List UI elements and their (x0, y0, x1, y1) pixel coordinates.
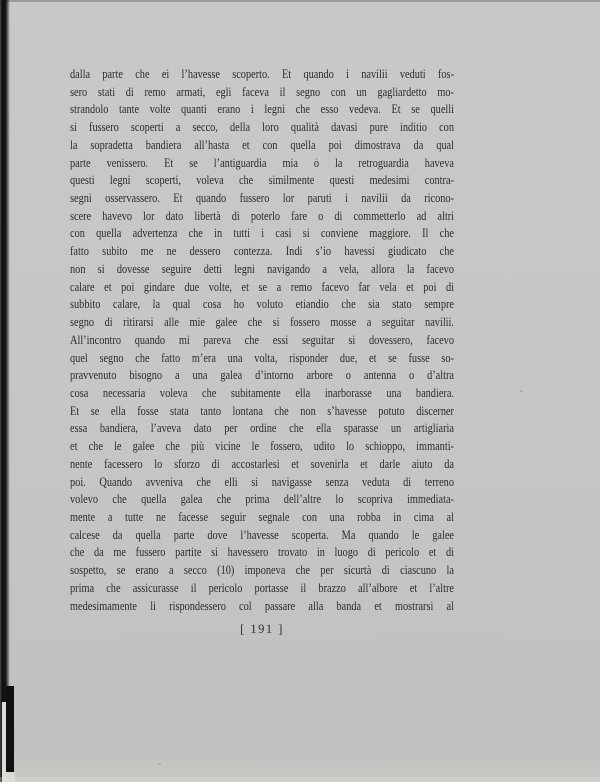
text-line: calcese da quella parte dove l’havesse scoperta. Ma quando le galee (70, 527, 454, 542)
text-line: segno di ritirarsi alle mie galee che si fossero mosse a seguitar navilii. (70, 315, 454, 330)
text-line: quel segno che fatto m’era una volta, risponder due, et se fusse so- (70, 350, 454, 365)
text-line: segni osservassero. Et quando fussero lor paruti i navilii da ricono- (70, 191, 454, 206)
text-line: non si dovesse seguire detti legni navigando a vela, allora la facevo (70, 261, 454, 276)
text-line: strandolo tante volte quanti erano i legni che esso vedeva. Et se quelli (70, 102, 454, 117)
text-line: sospetto, se erano a secco (10) imponeva che per sicurtà di ciascuno la (70, 563, 454, 578)
text-line: che da me fussero partite si havessero trovato in luogo di pericolo et di (70, 545, 454, 560)
text-line: volevo che quella galea che prima dell’altre lo scopriva immediata- (70, 492, 454, 507)
text-line: calare et poi gindare due volte, et se a remo facevo far vela et poi di (70, 279, 454, 294)
text-line: pravvenuto bisogno a una galea d’intorno arbore o antenna o d’altra (70, 368, 454, 383)
text-line: et che le galee che più vicine le fossero, udito lo schioppo, immanti- (70, 439, 454, 454)
text-line: poi. Quando avveniva che elli si navigasse senza veduta di terreno (70, 474, 454, 489)
text-line: sero stati di remo armati, egli faceva il segno con un gagliardetto mo- (70, 84, 454, 99)
scan-corner-bar (6, 686, 14, 772)
text-line: con quella advertenza che in tutti i casi si conviene maggiore. Il che (70, 226, 454, 241)
text-line: fatto subito me ne dessero contezza. Indi s’io havessi giudicato che (70, 244, 454, 259)
text-line: essa bandiera, l’aveva dato per ordine che ella sparasse un artigliaria (70, 421, 454, 436)
scan-edge-top (0, 0, 600, 2)
text-line: All’incontro quando mi pareva che essi seguitar si dovessero, facevo (70, 332, 454, 347)
text-line: scere havevo lor dato libertà di poterlo fare o di commetterlo ad altri (70, 208, 454, 223)
text-line: subbito calare, la qual cosa ho voluto etiandio che sia stato sempre (70, 297, 454, 312)
dust-speck (158, 763, 161, 765)
text-line: parte venissero. Et se l’antiguardia mia o la retroguardia haveva (70, 155, 454, 170)
text-line: prima che assicurasse il pericolo portasse il brazzo all’albore et l’altre (70, 580, 454, 595)
scan-edge-bottom (0, 777, 600, 782)
page-number: [ 191 ] (240, 622, 284, 636)
scan-edge-left (0, 0, 10, 782)
text-line: questi legni scoperti, voleva che similmente questi medesimi contra- (70, 173, 454, 188)
text-line: Et se ella fosse stata tanto lontana che non s’havesse potuto discerner (70, 403, 454, 418)
text-line: si fussero scoperti a secco, della loro qualità davasi pure inditio con (70, 120, 454, 135)
text-line: medesimamente li rispondessero col passare alla banda et mostrarsi al (70, 598, 454, 613)
dust-speck (520, 390, 523, 392)
text-line: la sopradetta bandiera all’hasta et con quella poi dimostrava da qual (70, 137, 454, 152)
text-line: mente a tutte ne facesse seguir segnale con una robba in cima al (70, 509, 454, 524)
text-line: nente facessero lo sforzo di accostarlesi et sovenirla et darle aiuto da (70, 456, 454, 471)
text-line: dalla parte che ei l’havesse scoperto. Et quando i navilii veduti fos- (70, 67, 454, 81)
text-block (70, 66, 454, 615)
text-line: cosa necessaria voleva che subitamente ella inarborasse una bandiera. (70, 385, 454, 400)
